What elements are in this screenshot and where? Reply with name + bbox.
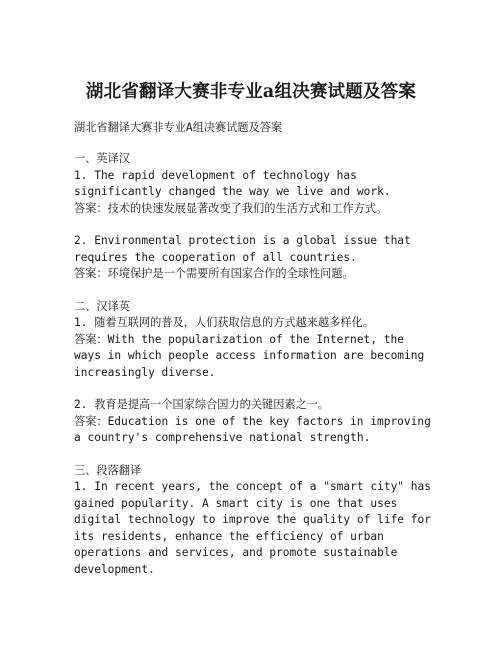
answer-text: 答案：技术的快速发展显著改变了我们的生活方式和工作方式。 bbox=[74, 201, 388, 215]
section-heading-paragraph: 三、段落翻译 bbox=[74, 464, 142, 478]
answer-text: 答案：环境保护是一个需要所有国家合作的全球性问题。 bbox=[74, 267, 354, 281]
answer-text: 答案：Education is one of the key factors in improving a country's comprehensive national strength. bbox=[74, 414, 438, 445]
question-text: 1. 随着互联网的普及，人们获取信息的方式越来越多样化。 bbox=[74, 316, 374, 330]
spacer bbox=[74, 447, 434, 463]
spacer bbox=[74, 381, 434, 397]
section-heading-en-zh: 一、英译汉 bbox=[74, 152, 130, 166]
question-text: 1. In recent years, the concept of a "smart city" has gained popularity. A smart city is one that uses digital technology to improve the quality of life for its residents, enhance the efficiency of urban operations and services, and promote sustainable development. bbox=[74, 480, 438, 576]
question-text: 2. Environmental protection is a global issue that requires the cooperation of all countries. bbox=[74, 234, 418, 264]
document-subtitle: 湖北省翻译大赛非专业A组决赛试题及答案 bbox=[74, 121, 283, 134]
question-text: 2. 教育是提高一个国家综合国力的关键因素之一。 bbox=[74, 398, 330, 412]
document-body bbox=[74, 120, 438, 578]
answer-text: 答案：With the popularization of the Internet, the ways in which people access information are becoming increasingly diverse. bbox=[74, 332, 431, 379]
document-title: 湖北省翻译大赛非专业a组决赛试题及答案 bbox=[85, 82, 417, 102]
section-heading-zh-en: 二、汉译英 bbox=[74, 300, 130, 314]
spacer bbox=[74, 283, 434, 299]
question-text: 1. The rapid development of technology has significantly changed the way we live and work. bbox=[74, 168, 391, 199]
spacer bbox=[74, 217, 434, 233]
